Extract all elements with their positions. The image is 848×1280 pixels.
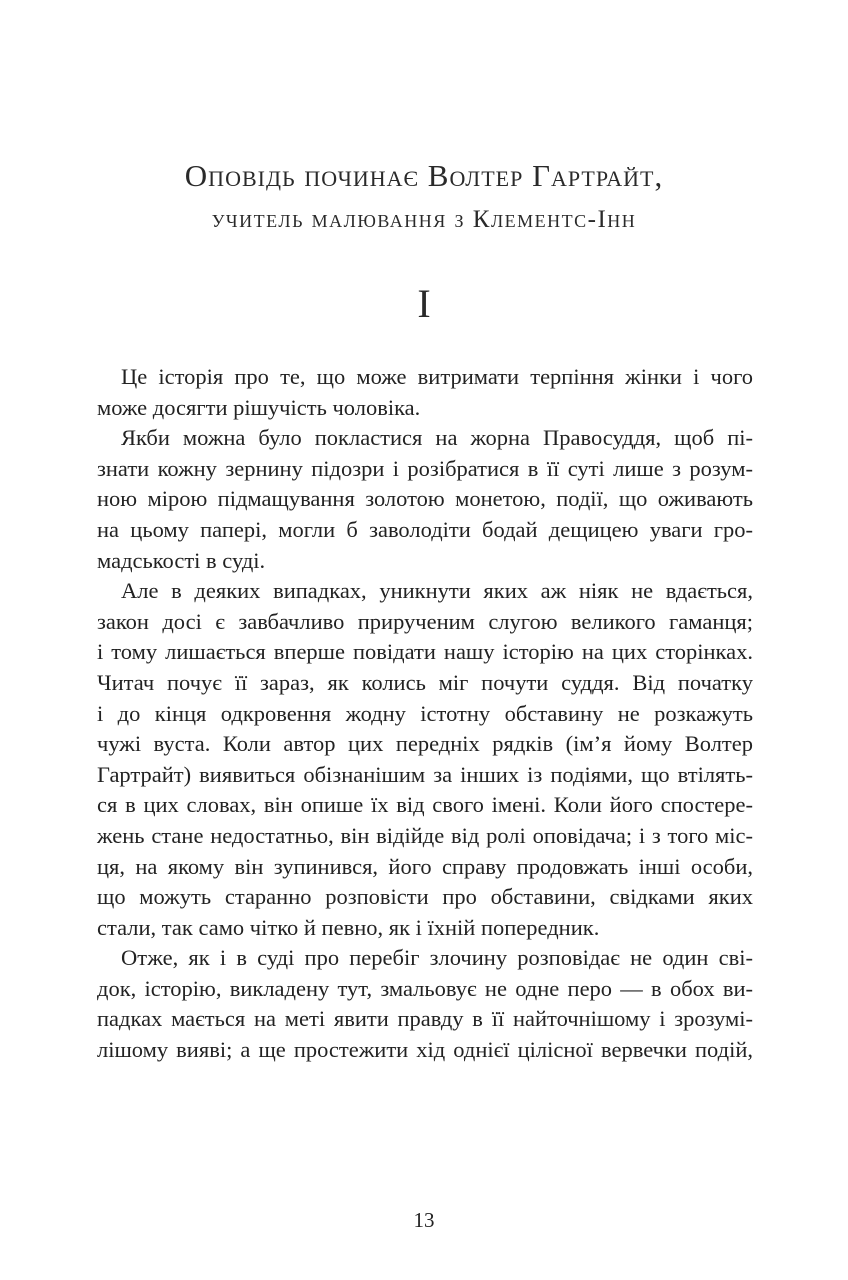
- text-line: Але в деяких випадках, уникнути яких аж ніяк не вдається,: [121, 578, 753, 604]
- text-line: Гартрайт) виявиться обізнанішим за інших із подіями, що втілять-: [97, 761, 753, 787]
- text-line: док, історію, викладену тут, змальовує не одне перо — в обох ви-: [97, 975, 753, 1001]
- text-line: лішому виявi; а ще простежити хід однієї цілісної вервечки подій,: [97, 1037, 753, 1063]
- text-line: ся в цих словах, він опише їх від свого імені. Коли його спостере-: [97, 792, 753, 818]
- text-line: і тому лишається вперше повідати нашу історію на цих сторінках.: [97, 639, 753, 665]
- text-line: може досягти рішучість чоловіка.: [97, 394, 421, 420]
- text-line: стали, так само чітко й певно, як і їхній попередник.: [97, 914, 600, 940]
- text-line: і до кінця одкровення жодну істотну обставину не розкажуть: [97, 700, 753, 726]
- body-text: [97, 362, 753, 1066]
- text-line: падках мається на меті явити правду в її найточнішому і зрозумі-: [97, 1006, 753, 1032]
- chapter-number: I: [417, 281, 431, 326]
- chapter-title-line-2: учитель малювання з Клементс-Інн: [211, 206, 637, 233]
- text-line: знати кожну зернину підозри і розібратися в її суті лише з розум-: [97, 455, 753, 481]
- text-line: Це історія про те, що може витримати терпіння жінки і чого: [121, 364, 753, 389]
- text-line: мадськості в суді.: [97, 547, 266, 573]
- text-line: чужі вуста. Коли автор цих передніх рядків (ім’я йому Волтер: [97, 731, 753, 757]
- text-line: Отже, як і в суді про перебіг злочину розповідає не один сві-: [121, 945, 753, 971]
- page-number: 13: [413, 1208, 435, 1232]
- text-line: закон досі є завбачливо прирученим слугою великого гаманця;: [97, 608, 753, 634]
- text-line: Якби можна було покластися на жорна Правосуддя, щоб пі-: [121, 425, 753, 451]
- chapter-title-line-1: Оповідь починає Волтер Гартрайт,: [184, 158, 664, 193]
- text-line: ною мірою підмащування золотою монетою, події, що оживають: [97, 486, 753, 512]
- text-line: жень стане недостатньо, він відійде від ролі оповідача; і з того міс-: [97, 822, 753, 848]
- text-line: Читач почує її зараз, як колись міг почути суддя. Від початку: [97, 669, 753, 695]
- text-line: на цьому папері, могли б заволодіти бодай дещицею уваги гро-: [97, 516, 753, 542]
- text-line: ця, на якому він зупинився, його справу продовжать інші особи,: [97, 853, 753, 879]
- text-line: що можуть старанно розповісти про обставини, свідками яких: [97, 884, 753, 910]
